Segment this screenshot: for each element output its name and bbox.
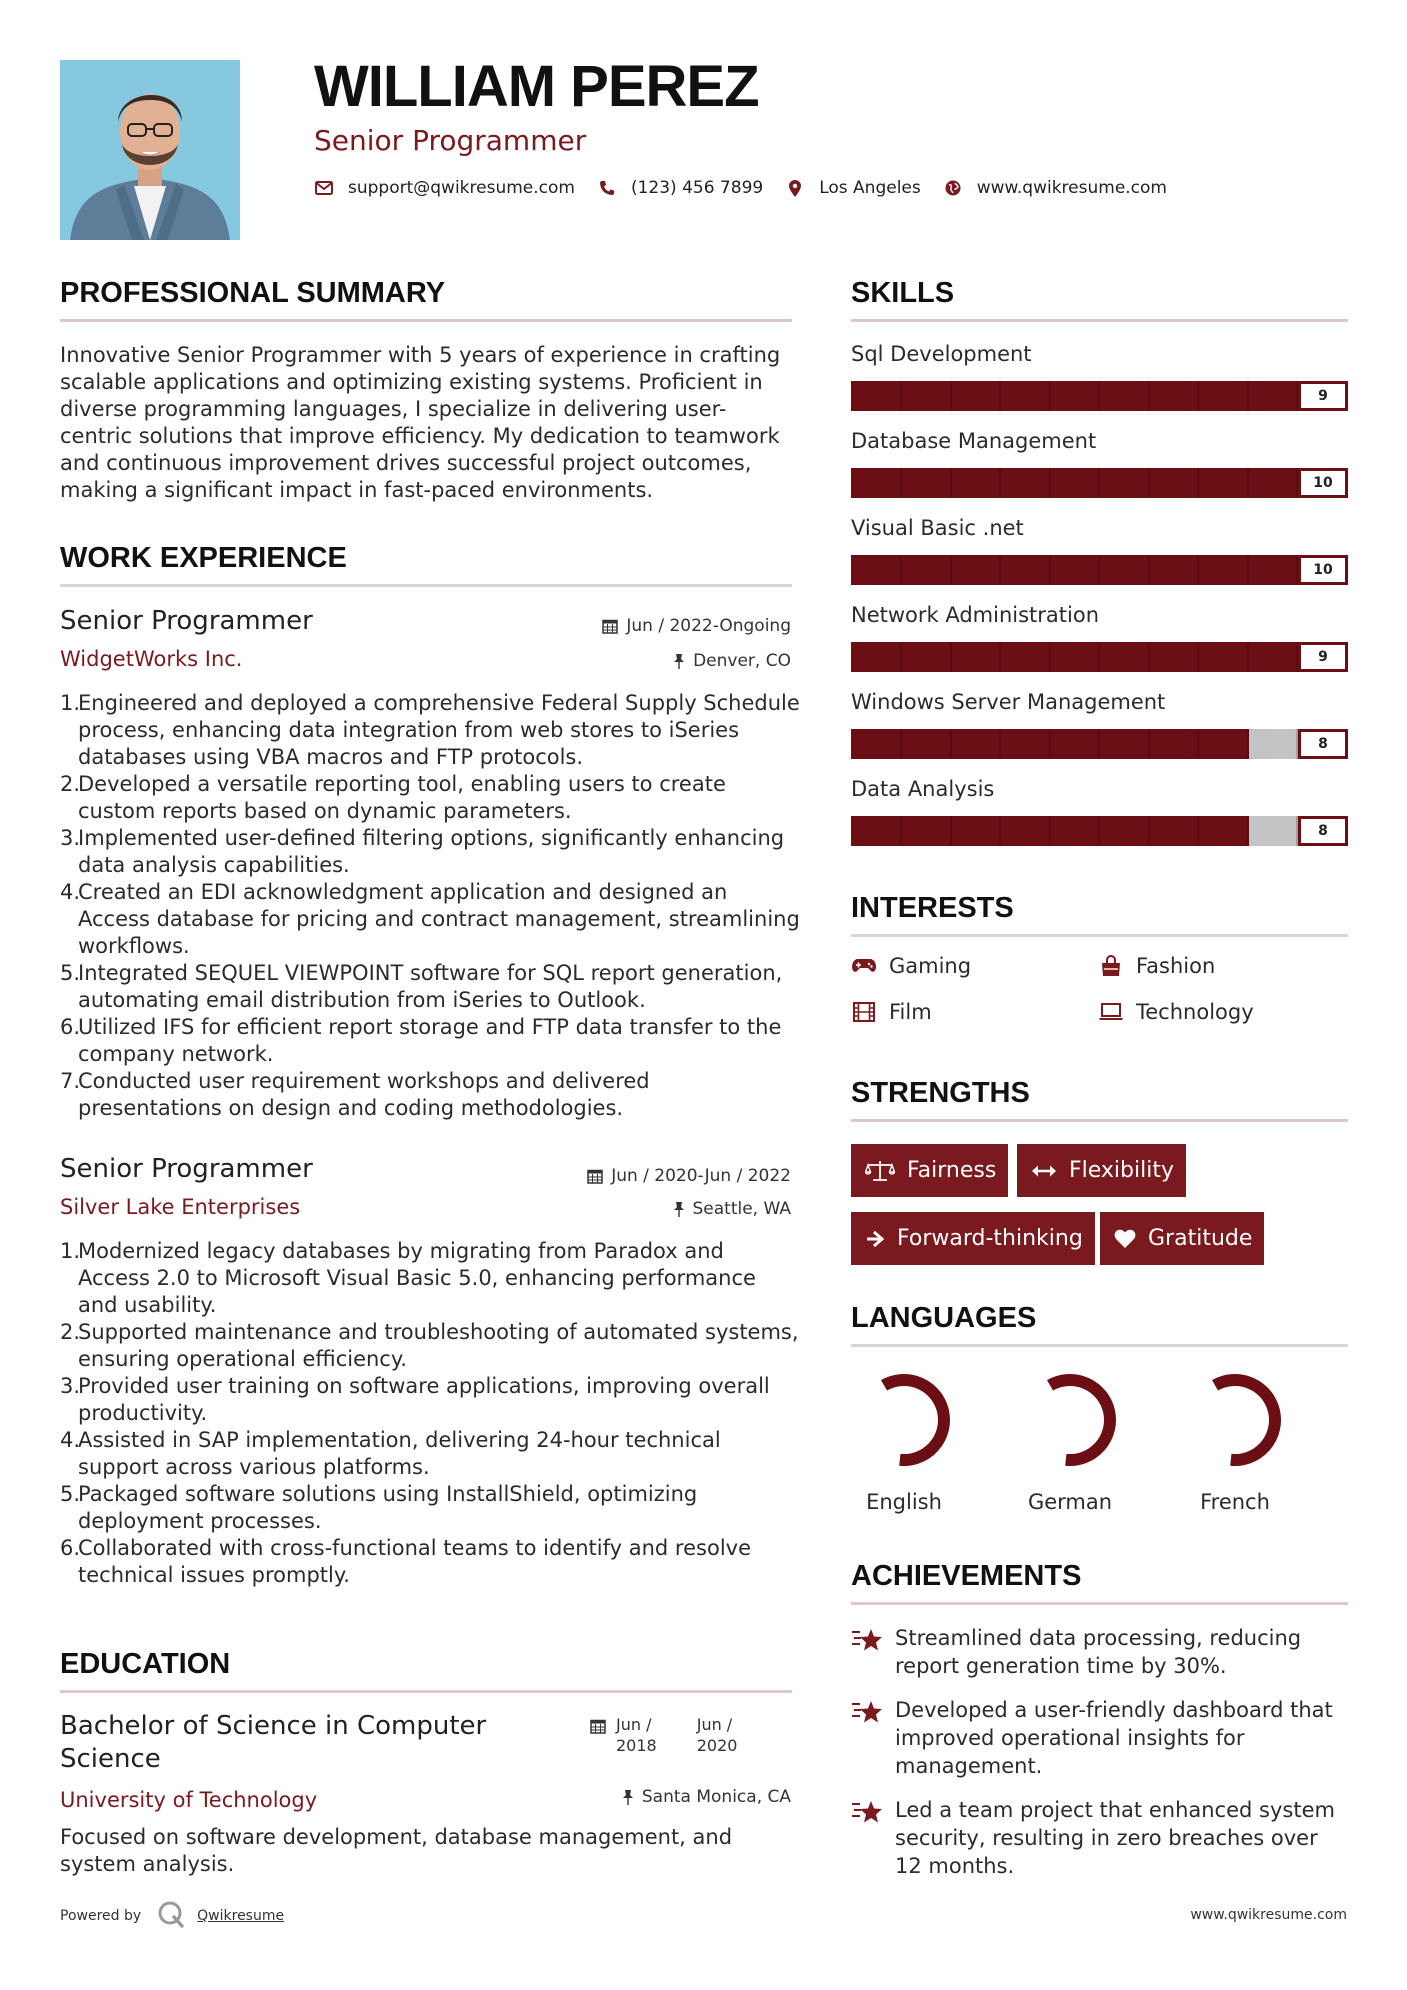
- skill-bar-segment: [1197, 816, 1199, 846]
- education-start: Jun / 2018: [616, 1715, 657, 1755]
- skill-bar-segment: [1197, 729, 1199, 759]
- skill-bar-segment: [900, 642, 902, 672]
- location-text: Los Angeles: [819, 178, 921, 198]
- skill-bar-segment: [900, 468, 902, 498]
- contact-website[interactable]: [943, 178, 1167, 198]
- strength-tag: Forward-thinking: [851, 1212, 1095, 1265]
- list-item: 3. Implemented user-defined filtering options, significantly enhancing data analysis capabilities.: [60, 826, 785, 877]
- experience-divider: [60, 584, 792, 587]
- skill-bar-segment: [1247, 381, 1249, 411]
- star-icon: [851, 1696, 895, 1780]
- language-ring: [1022, 1372, 1118, 1468]
- skill-bar-segment: [950, 816, 952, 846]
- list-item: 5. Integrated SEQUEL VIEWPOINT software for SQL report generation, automating email distribution from iSeries to Outlook.: [60, 961, 783, 1012]
- skill-bar-segment: [1148, 555, 1150, 585]
- email-text: support@qwikresume.com: [348, 178, 575, 198]
- skill-bar-segment: [1049, 642, 1051, 672]
- languages-heading: LANGUAGES: [851, 1302, 1037, 1334]
- list-item: 7. Conducted user requirement workshops and delivered presentations on design and coding methodologies.: [60, 1069, 650, 1120]
- contact-email[interactable]: [314, 178, 575, 198]
- language-ring-arc: [1215, 1380, 1275, 1460]
- job-date: [587, 1166, 791, 1186]
- qwikresume-link[interactable]: Qwikresume: [197, 1908, 285, 1924]
- education-degree: Bachelor of Science in Computer Science: [60, 1711, 487, 1774]
- experience-heading: WORK EXPERIENCE: [60, 542, 347, 574]
- education-end: Jun / 2020: [696, 1715, 738, 1755]
- shopping-bag-icon: [1098, 955, 1124, 977]
- skill-name: Network Administration: [851, 603, 1100, 627]
- skill-score: 8: [1298, 816, 1348, 846]
- list-item: 3. Provided user training on software applications, improving overall productivity.: [60, 1374, 770, 1425]
- skill-name: Visual Basic .net: [851, 516, 1024, 540]
- skill-bar-segment: [900, 555, 902, 585]
- interests-divider: [851, 934, 1348, 937]
- language-ring-arc: [1050, 1380, 1110, 1460]
- list-item: 1. Engineered and deployed a comprehensive Federal Supply Schedule process, enhancing data integration from web stores to iSeries databases using VBA macros and FTP protocols.: [60, 691, 800, 769]
- balance-scale-icon: [865, 1160, 895, 1182]
- qwikresume-logo-icon: [157, 1900, 185, 1932]
- language-item: [844, 1372, 964, 1514]
- strength-tag: Flexibility: [1017, 1144, 1186, 1197]
- list-item: 1. Modernized legacy databases by migrating from Paradox and Access 2.0 to Microsoft Visual Basic 5.0, enhancing performance and usability.: [60, 1239, 756, 1317]
- language-name: French: [1200, 1490, 1270, 1514]
- summary-divider: [60, 319, 792, 322]
- language-ring-arc: [884, 1380, 944, 1460]
- skill-bar-segment: [1197, 555, 1199, 585]
- language-item: [1010, 1372, 1130, 1514]
- skill-bar-segment: [950, 642, 952, 672]
- strength-tag: Fairness: [851, 1144, 1008, 1197]
- job-bullet-list: [60, 1238, 800, 1589]
- list-item: 4. Created an EDI acknowledgment application and designed an Access database for pricing and contract management, streamlining workflows.: [60, 880, 800, 958]
- skill-bar: [851, 816, 1348, 846]
- skill-bar: [851, 729, 1348, 759]
- envelope-icon: [314, 178, 334, 198]
- skills-divider: [851, 319, 1348, 322]
- skill-bar-segment: [1197, 642, 1199, 672]
- map-marker-icon: [785, 178, 805, 198]
- skill-name: Windows Server Management: [851, 690, 1166, 714]
- skill-score: 10: [1298, 555, 1348, 585]
- pushpin-icon: [673, 1201, 685, 1217]
- summary-text: Innovative Senior Programmer with 5 years of experience in crafting scalable applications and optimizing existing systems. Proficient in diverse programming languages, I specialize in delivering user-centric solutions that improve efficiency. My dedication to teamwork and continuous improvement drives successful project outcomes, making a significant impact in fast-paced environments.: [60, 343, 781, 502]
- skill-bar-segment: [1247, 729, 1249, 759]
- language-item: [1175, 1372, 1295, 1514]
- job-company: Silver Lake Enterprises: [60, 1195, 301, 1219]
- language-ring: [856, 1372, 952, 1468]
- skill-bar-segment: [950, 555, 952, 585]
- education-description: Focused on software development, database management, and system analysis.: [60, 1825, 733, 1876]
- job-date-text: Jun / 2020-Jun / 2022: [611, 1166, 791, 1186]
- gamepad-icon: [851, 958, 877, 974]
- arrows-horizontal-icon: [1031, 1164, 1057, 1178]
- list-item: 4. Assisted in SAP implementation, delivering 24-hour technical support across various platforms.: [60, 1428, 721, 1479]
- profile-photo: [60, 60, 240, 240]
- list-item: 5. Packaged software solutions using InstallShield, optimizing deployment processes.: [60, 1482, 698, 1533]
- skills-heading: SKILLS: [851, 277, 955, 309]
- interest-item: Gaming: [851, 954, 971, 978]
- arrow-right-icon: [865, 1229, 885, 1249]
- skill-bar-segment: [999, 468, 1001, 498]
- website-text: www.qwikresume.com: [976, 178, 1167, 198]
- skill-score: 10: [1298, 468, 1348, 498]
- phone-text: (123) 456 7899: [630, 178, 764, 198]
- interest-item: Film: [851, 1000, 932, 1024]
- skill-bar-segment: [1049, 468, 1051, 498]
- skill-bar-segment: [900, 816, 902, 846]
- skill-bar-segment: [999, 642, 1001, 672]
- phone-icon: [597, 178, 617, 198]
- interest-item: Technology: [1098, 1000, 1254, 1024]
- skill-score: 9: [1298, 381, 1348, 411]
- skill-bar: [851, 642, 1348, 672]
- skill-bar: [851, 381, 1348, 411]
- education-dates: [590, 1714, 737, 1756]
- strengths-divider: [851, 1119, 1348, 1122]
- job-location: [673, 1199, 792, 1219]
- achievement-item: Led a team project that enhanced system security, resulting in zero breaches over 12 months.: [851, 1796, 1351, 1880]
- skill-bar-segment: [1098, 729, 1100, 759]
- skill-bar-segment: [1098, 381, 1100, 411]
- skill-bar-segment: [1148, 468, 1150, 498]
- skill-bar-segment: [1049, 816, 1051, 846]
- skill-bar-segment: [1049, 555, 1051, 585]
- skill-bar-segment: [950, 468, 952, 498]
- skill-bar-segment: [1247, 642, 1249, 672]
- star-icon: [851, 1796, 895, 1880]
- job-date-text: Jun / 2022-Ongoing: [626, 616, 791, 636]
- job-location-text: Denver, CO: [693, 651, 791, 671]
- strengths-heading: STRENGTHS: [851, 1077, 1030, 1109]
- skill-bar-segment: [1049, 729, 1051, 759]
- footer-url[interactable]: www.qwikresume.com: [1190, 1907, 1347, 1923]
- globe-icon: [943, 178, 963, 198]
- language-name: German: [1027, 1490, 1113, 1514]
- language-ring: [1187, 1372, 1283, 1468]
- education-heading: EDUCATION: [60, 1648, 231, 1680]
- laptop-icon: [1098, 1003, 1124, 1021]
- achievement-item: Streamlined data processing, reducing report generation time by 30%.: [851, 1624, 1351, 1680]
- pushpin-icon: [673, 653, 685, 669]
- calendar-icon: [587, 1168, 603, 1184]
- candidate-title: Senior Programmer: [314, 124, 587, 157]
- film-icon: [851, 1002, 877, 1022]
- list-item: 6. Collaborated with cross-functional teams to identify and resolve technical issues promptly.: [60, 1536, 751, 1587]
- contact-bar: [314, 178, 1189, 198]
- summary-heading: PROFESSIONAL SUMMARY: [60, 277, 446, 309]
- achievement-item: Developed a user-friendly dashboard that improved operational insights for management.: [851, 1696, 1351, 1780]
- skill-bar-segment: [999, 381, 1001, 411]
- skill-bar-segment: [1098, 642, 1100, 672]
- achievements-divider: [851, 1602, 1348, 1605]
- contact-phone[interactable]: [597, 178, 763, 198]
- calendar-icon: [590, 1714, 606, 1756]
- powered-by-label: Powered by: [60, 1908, 142, 1924]
- list-item: 2. Supported maintenance and troubleshooting of automated systems, ensuring operational efficiency.: [60, 1320, 799, 1371]
- pushpin-icon: [622, 1789, 634, 1805]
- list-item: 6. Utilized IFS for efficient report storage and FTP data transfer to the company network.: [60, 1015, 782, 1066]
- education-school: University of Technology: [60, 1788, 318, 1812]
- skill-score: 8: [1298, 729, 1348, 759]
- job-bullet-list: [60, 690, 800, 1122]
- star-icon: [851, 1624, 895, 1680]
- skill-bar: [851, 555, 1348, 585]
- skill-bar-segment: [1148, 381, 1150, 411]
- skill-bar-segment: [999, 816, 1001, 846]
- skill-bar-segment: [1049, 381, 1051, 411]
- skill-name: Sql Development: [851, 342, 1032, 366]
- job-date: [602, 616, 791, 636]
- skill-bar-segment: [1148, 729, 1150, 759]
- skill-bar-segment: [1197, 468, 1199, 498]
- education-divider: [60, 1690, 792, 1693]
- skill-bar-fill: [851, 642, 1298, 672]
- skill-bar-segment: [999, 555, 1001, 585]
- contact-location: [785, 178, 921, 198]
- list-item: 2. Developed a versatile reporting tool, enabling users to create custom reports based on dynamic parameters.: [60, 772, 726, 823]
- candidate-name: WILLIAM PEREZ: [314, 54, 759, 119]
- skill-bar-segment: [1148, 642, 1150, 672]
- skill-bar-segment: [1247, 816, 1249, 846]
- skill-bar-segment: [1197, 381, 1199, 411]
- strength-tag: Gratitude: [1100, 1212, 1264, 1265]
- skill-bar-segment: [1247, 555, 1249, 585]
- skill-bar-segment: [999, 729, 1001, 759]
- language-name: English: [866, 1490, 942, 1514]
- skill-bar-segment: [1098, 555, 1100, 585]
- job-location-text: Seattle, WA: [692, 1199, 791, 1219]
- calendar-icon: [602, 618, 618, 634]
- job-company: WidgetWorks Inc.: [60, 647, 243, 671]
- education-location: Santa Monica, CA: [622, 1787, 791, 1807]
- achievements-heading: ACHIEVEMENTS: [851, 1560, 1082, 1592]
- job-title: Senior Programmer: [60, 606, 313, 636]
- heart-icon: [1114, 1229, 1136, 1249]
- skill-name: Database Management: [851, 429, 1097, 453]
- skill-bar-segment: [950, 729, 952, 759]
- skill-bar-segment: [1148, 816, 1150, 846]
- skill-bar-segment: [1247, 468, 1249, 498]
- skill-bar-fill: [851, 381, 1298, 411]
- skill-bar-segment: [950, 381, 952, 411]
- skill-bar: [851, 468, 1348, 498]
- job-location: [673, 651, 791, 671]
- skill-bar-segment: [900, 729, 902, 759]
- job-title: Senior Programmer: [60, 1154, 313, 1184]
- interest-item: Fashion: [1098, 954, 1215, 978]
- skill-name: Data Analysis: [851, 777, 995, 801]
- skill-bar-segment: [1098, 468, 1100, 498]
- skill-score: 9: [1298, 642, 1348, 672]
- skill-bar-segment: [1098, 816, 1100, 846]
- interests-heading: INTERESTS: [851, 892, 1014, 924]
- skill-bar-segment: [900, 381, 902, 411]
- powered-by: [60, 1900, 284, 1932]
- languages-divider: [851, 1344, 1348, 1347]
